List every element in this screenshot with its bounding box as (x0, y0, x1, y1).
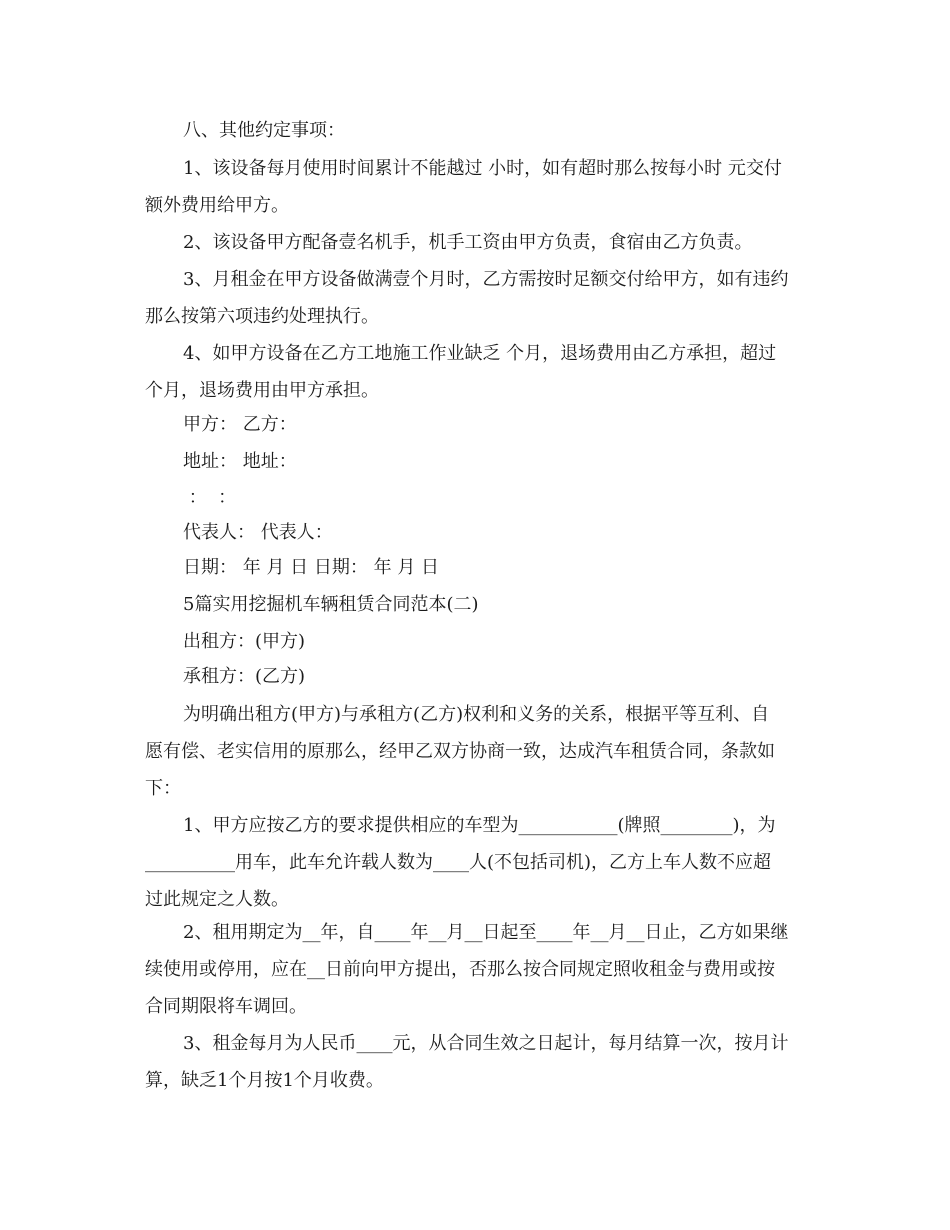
term-2-line-3: 合同期限将车调回。 (145, 996, 307, 1017)
section-heading: 八、其他约定事项： (183, 120, 345, 141)
signature-colons: ： ： (183, 487, 237, 508)
signature-date: 日期： 年 月 日 日期： 年 月 日 (183, 557, 440, 578)
clause-3-line-2: 那么按第六项违约处理执行。 (145, 306, 379, 327)
intro-line-1: 为明确出租方(甲方)与承租方(乙方)权利和义务的关系，根据平等互利、自 (183, 704, 770, 725)
term-1-line-1: 1、甲方应按乙方的要求提供相应的车型为___________(牌照________)，为 (183, 815, 776, 836)
clause-4-line-2: 个月，退场费用由甲方承担。 (145, 380, 379, 401)
clause-2: 2、该设备甲方配备壹名机手，机手工资由甲方负责，食宿由乙方负责。 (183, 232, 753, 253)
intro-line-2: 愿有偿、老实信用的原那么，经甲乙双方协商一致，达成汽车租赁合同，条款如 (145, 741, 775, 762)
clause-3-line-1: 3、月租金在甲方设备做满壹个月时，乙方需按时足额交付给甲方，如有违约 (183, 269, 789, 290)
term-2-line-2: 续使用或停用，应在__日前向甲方提出，否那么按合同规定照收租金与费用或按 (145, 959, 775, 980)
term-3-line-2: 算，缺乏1个月按1个月收费。 (145, 1070, 384, 1091)
clause-1-line-1: 1、该设备每月使用时间累计不能越过 小时，如有超时那么按每小时 元交付 (183, 158, 782, 179)
term-1-line-3: 过此规定之人数。 (145, 889, 289, 910)
clause-1-line-2: 额外费用给甲方。 (145, 195, 289, 216)
intro-line-3: 下： (145, 778, 181, 799)
clause-4-line-1: 4、如甲方设备在乙方工地施工作业缺乏 个月，退场费用由乙方承担，超过 (183, 343, 777, 364)
signature-representative: 代表人： 代表人： (183, 522, 333, 543)
term-2-line-1: 2、租用期定为__年，自____年__月__日起至____年__月__日止，乙方如果继 (183, 922, 789, 943)
contract-title: 5篇实用挖掘机车辆租赁合同范本(二) (183, 594, 479, 615)
signature-address: 地址： 地址： (183, 451, 297, 472)
lessor-line: 出租方：(甲方) (183, 631, 306, 652)
signature-parties: 甲方： 乙方： (183, 414, 297, 435)
term-1-line-2: __________用车，此车允许载人数为____人(不包括司机)，乙方上车人数不应超 (145, 852, 772, 873)
term-3-line-1: 3、租金每月为人民币____元，从合同生效之日起计，每月结算一次，按月计 (183, 1033, 789, 1054)
lessee-line: 承租方：(乙方) (183, 666, 306, 687)
